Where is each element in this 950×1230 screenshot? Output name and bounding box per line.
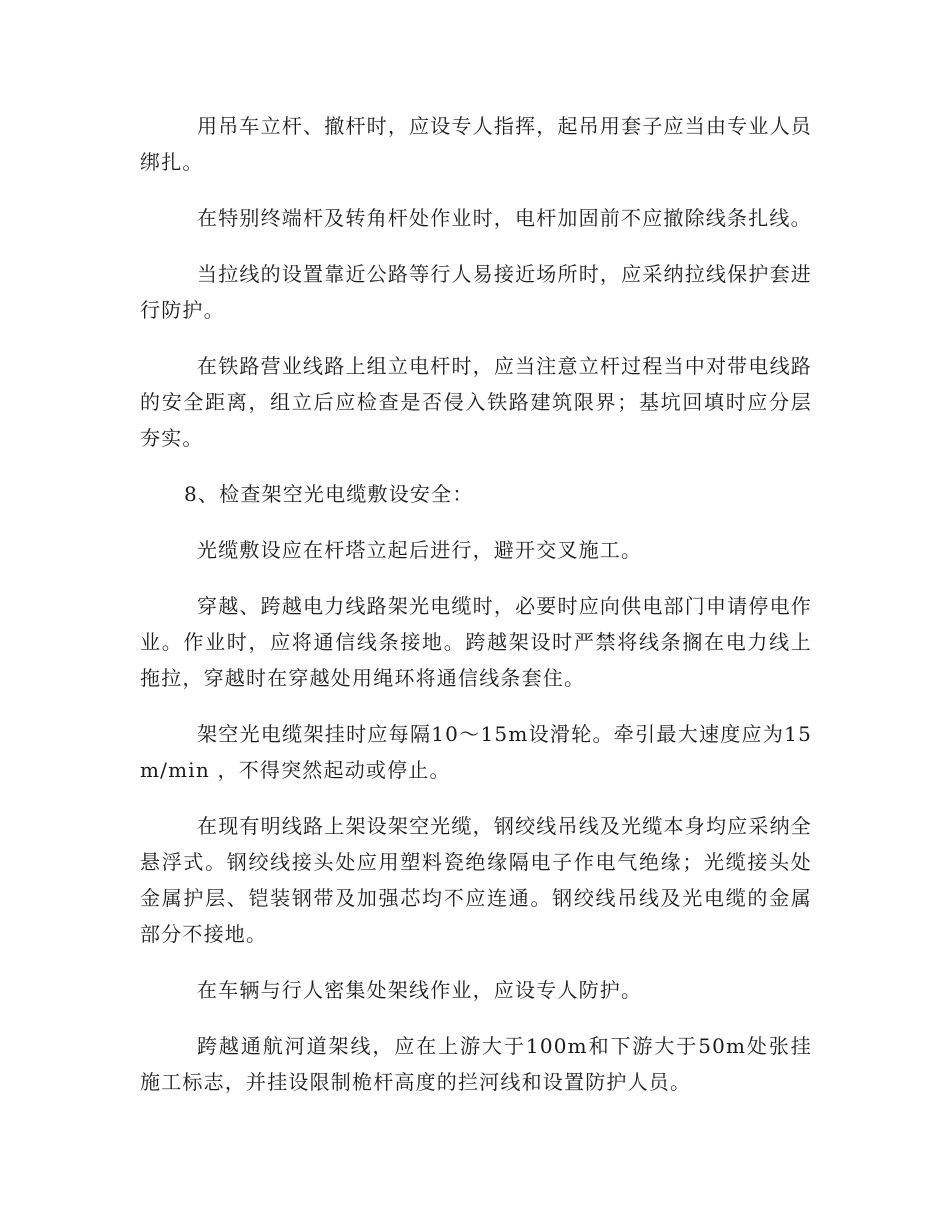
paragraph-river-crossing: 跨越通航河道架线，应在上游大于100m和下游大于50m处张挂施工标志，并挂设限制桅杆高度的拦河线和设置防护人员。 — [140, 1034, 812, 1094]
paragraph-suspension: 在现有明线路上架设架空光缆，钢绞线吊线及光缆本身均应采纳全悬浮式。钢绞线接头处应用塑料瓷绝缘隔电子作电气绝缘；光缆接头处金属护层、铠装钢带及加强芯均不应连通。钢绞线吊线及光电缆的金属部分不接地。 — [140, 814, 812, 946]
paragraph-crowded-area: 在车辆与行人密集处架线作业，应设专人防护。 — [197, 978, 643, 1002]
section-heading-aerial-cable: 8、检查架空光电缆敷设安全： — [184, 482, 474, 506]
paragraph-terminal-pole: 在特别终端杆及转角杆处作业时，电杆加固前不应撤除线条扎线。 — [197, 206, 812, 230]
paragraph-cable-laying: 光缆敷设应在杆塔立起后进行，避开交叉施工。 — [197, 538, 643, 562]
document-body — [140, 108, 812, 1120]
paragraph-railway-pole: 在铁路营业线路上组立电杆时，应当注意立杆过程当中对带电线路的安全距离，组立后应检查是否侵入铁路建筑限界；基坑回填时应分层夯实。 — [140, 354, 812, 450]
paragraph-crane-pole: 用吊车立杆、撤杆时，应设专人指挥，起吊用套子应当由专业人员绑扎。 — [140, 114, 812, 174]
paragraph-pulley-spacing: 架空光电缆架挂时应每隔10～15m设滑轮。牵引最大速度应为15m/min ，不得突然起动或停止。 — [140, 722, 812, 782]
paragraph-guy-wire: 当拉线的设置靠近公路等行人易接近场所时，应采纳拉线保护套进行防护。 — [140, 262, 812, 322]
paragraph-power-line-crossing: 穿越、跨越电力线路架光电缆时，必要时应向供电部门申请停电作业。作业时，应将通信线条接地。跨越架设时严禁将线条搁在电力线上拖拉，穿越时在穿越处用绳环将通信线条套住。 — [140, 594, 812, 690]
